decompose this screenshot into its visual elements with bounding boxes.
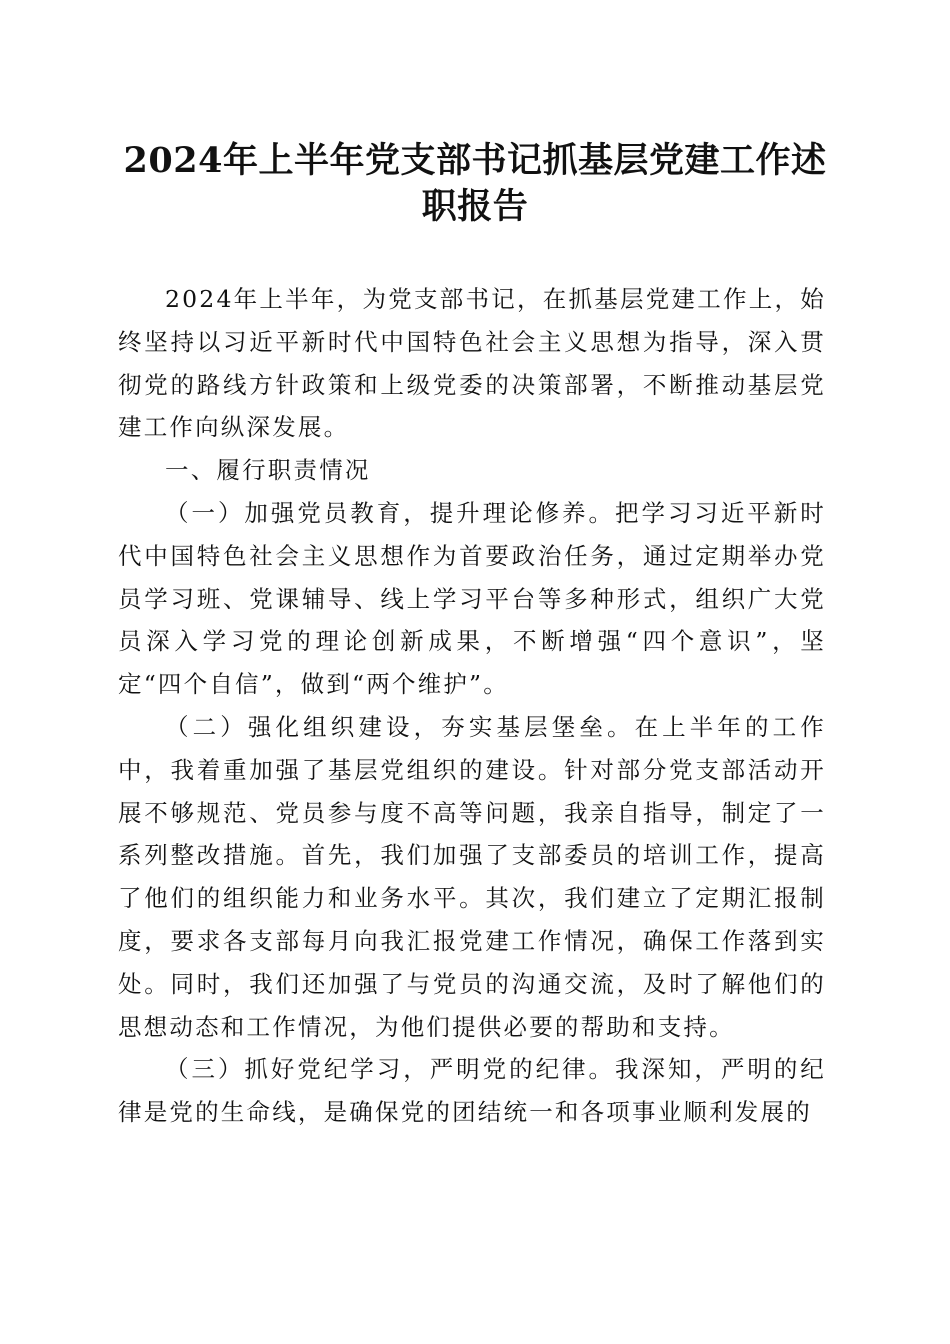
item-2-lead: （二）强化组织建设，夯实基层堡垒。	[165, 712, 635, 741]
paragraph-item-3	[118, 1048, 826, 1134]
document-title: 2024年上半年党支部书记抓基层党建工作述职报告	[123, 140, 827, 227]
item-1-text: 把学习习近平新时代中国特色社会主义思想作为首要政治任务，通过定期举办党员学习班、党课辅导、线上学习平台等多种形式，组织广大党员深入学习党的理论创新成果，不断增强“四个意识”，坚定“四个自信”，做到“两个维护”。	[118, 498, 826, 699]
item-3-text: 我深知，严明的纪律是党的生命线，是确保党的团结统一和各项事业顺利发展的	[118, 1055, 826, 1127]
item-1-lead: （一）加强党员教育，提升理论修养。	[165, 498, 615, 527]
paragraph-item-2	[118, 706, 826, 1048]
section-heading-duty: 一、履行职责情况	[165, 456, 371, 485]
paragraph-item-1	[118, 492, 826, 706]
intro-paragraph: 2024年上半年，为党支部书记，在抓基层党建工作上，始终坚持以习近平新时代中国特色社会主义思想为指导，深入贯彻党的路线方针政策和上级党委的决策部署，不断推动基层党建工作向纵深发展。	[118, 285, 826, 442]
item-3-lead: （三）抓好党纪学习，严明党的纪律。	[165, 1055, 615, 1084]
document-body	[118, 278, 826, 1134]
item-2-text: 在上半年的工作中，我着重加强了基层党组织的建设。针对部分党支部活动开展不够规范、党员参与度不高等问题，我亲自指导，制定了一系列整改措施。首先，我们加强了支部委员的培训工作，提高了他们的组织能力和业务水平。其次，我们建立了定期汇报制度，要求各支部每月向我汇报党建工作情况，确保工作落到实处。同时，我们还加强了与党员的沟通交流，及时了解他们的思想动态和工作情况，为他们提供必要的帮助和支持。	[118, 712, 826, 1041]
